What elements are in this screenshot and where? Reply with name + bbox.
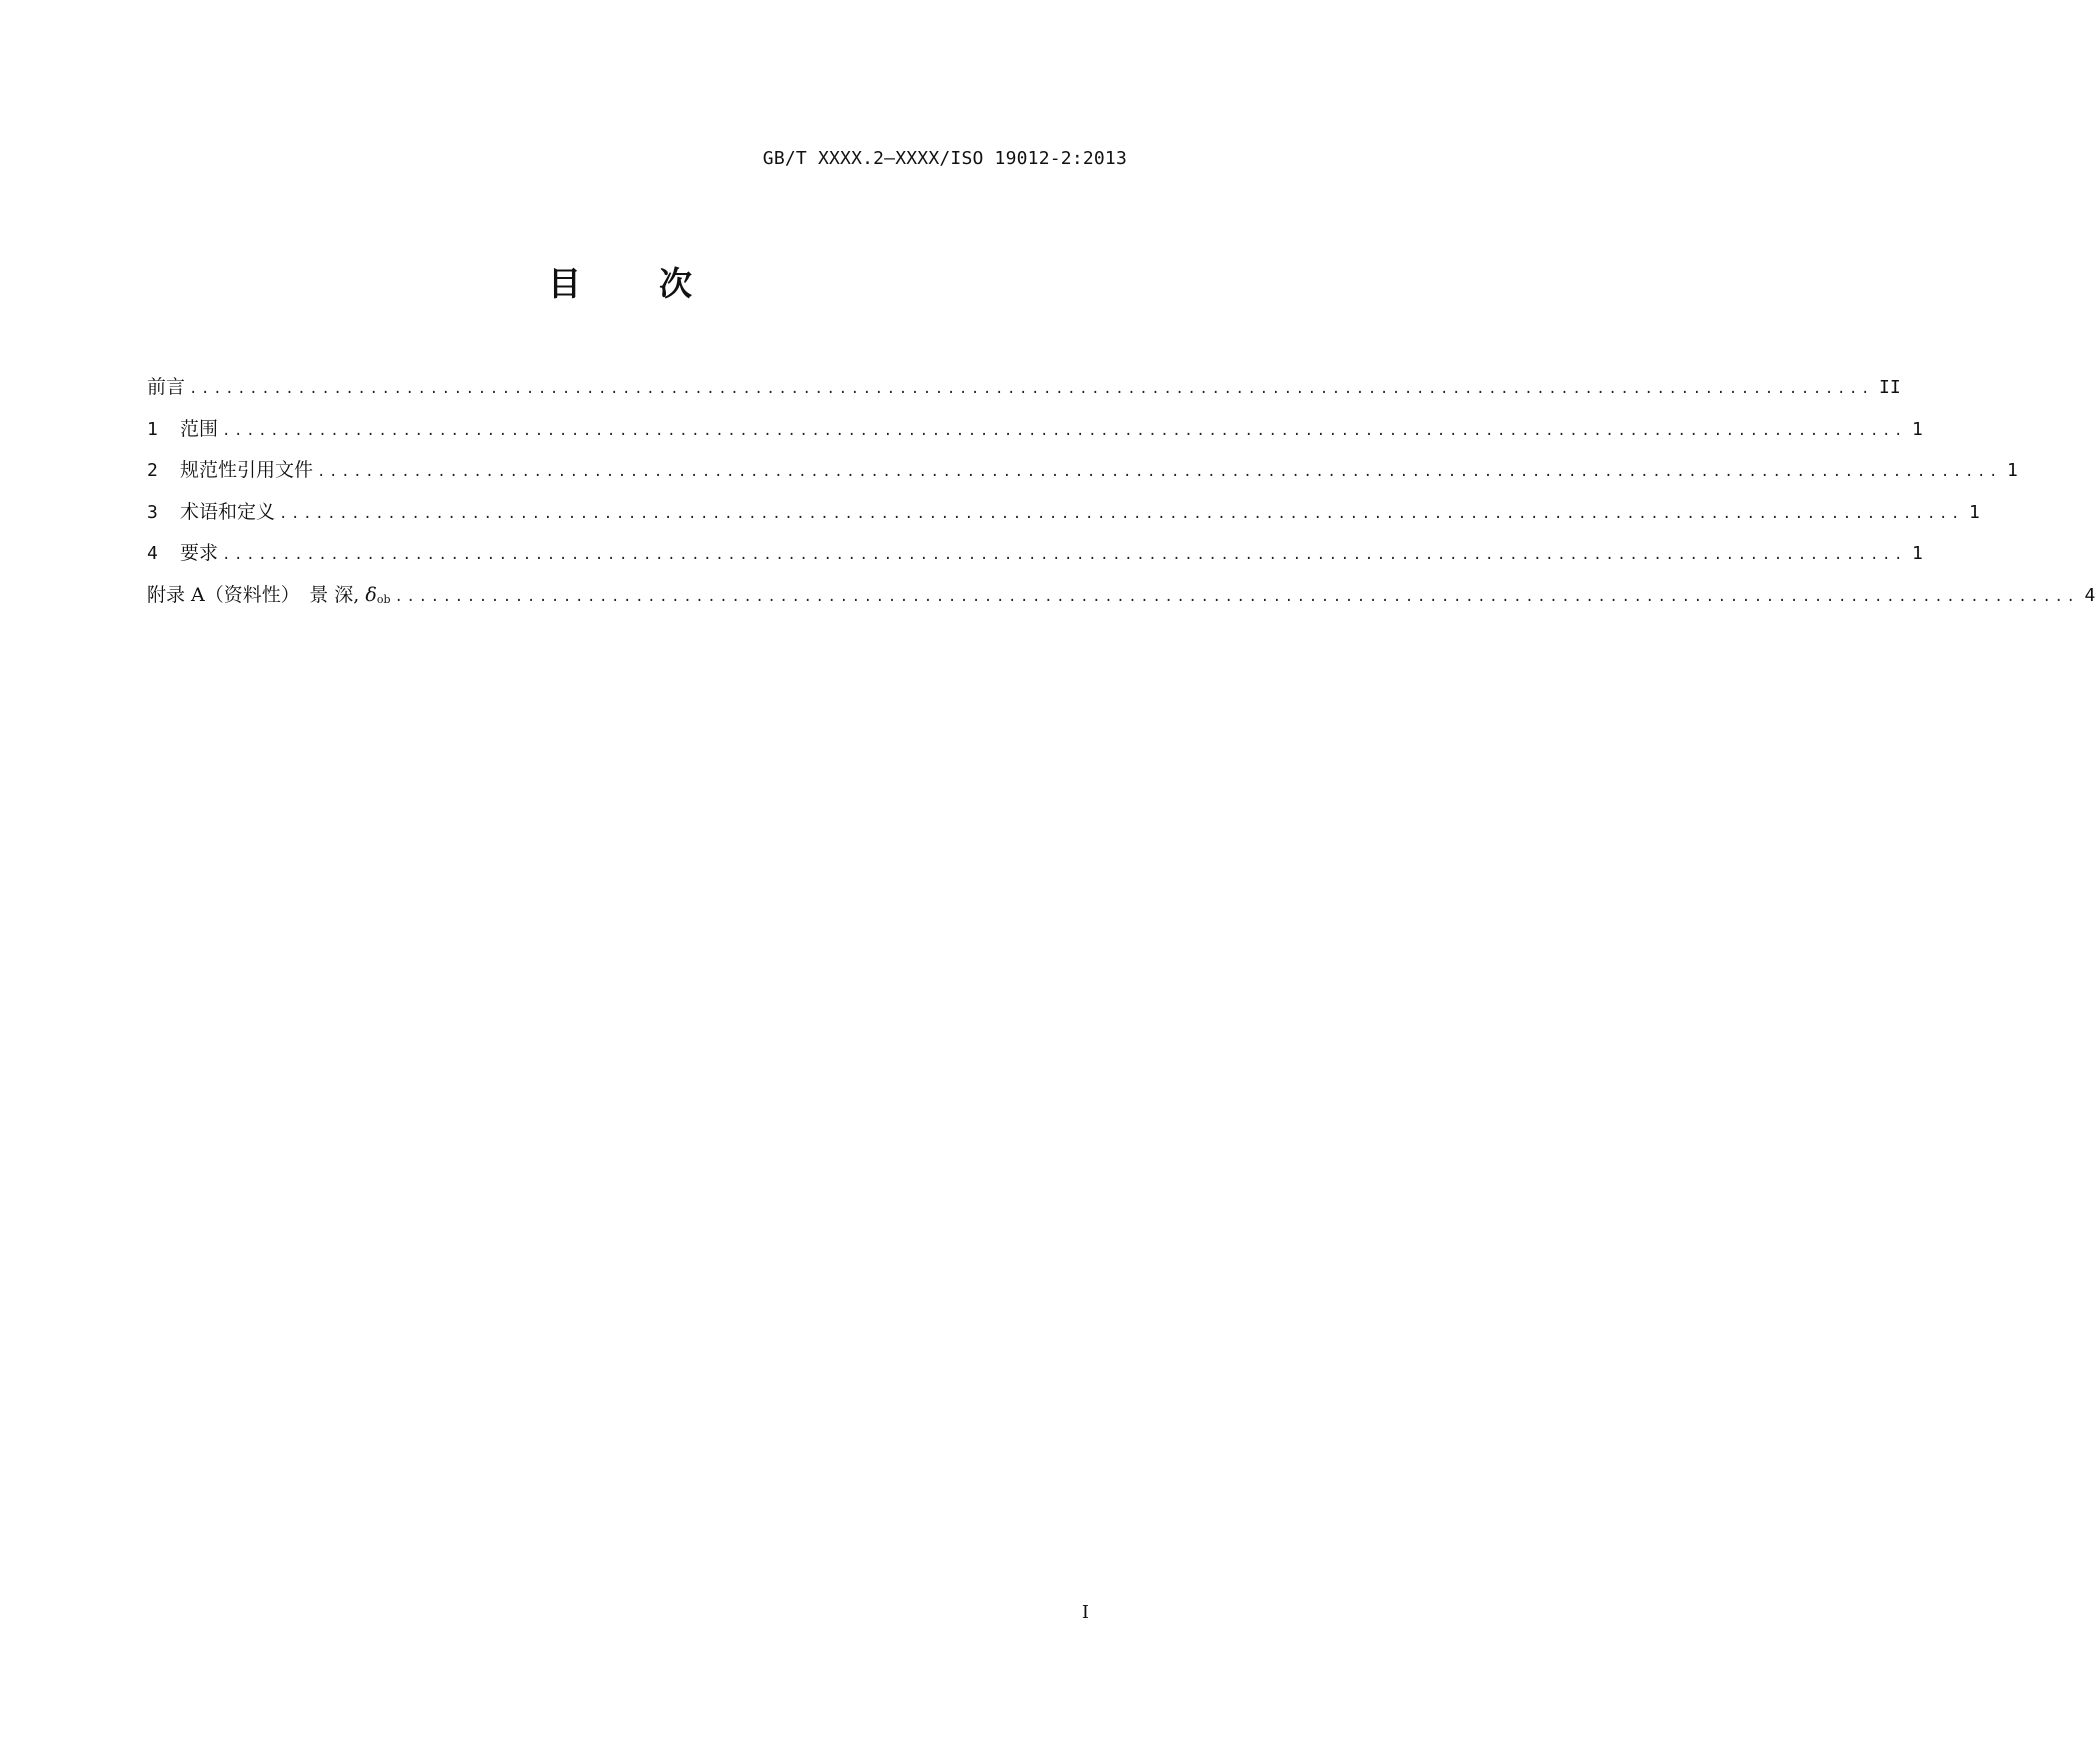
toc-entry-label-text: 附录 A（资料性） 景 深,: [147, 583, 360, 606]
toc-entry-page: II: [1879, 377, 1901, 398]
toc-entry-requirements[interactable]: [147, 538, 1923, 580]
toc-entry-page: 1: [1912, 543, 1923, 565]
toc-entry-number: 1: [147, 418, 158, 440]
delta-symbol: δ: [365, 583, 377, 606]
toc-entry-normative-references[interactable]: [147, 455, 2018, 497]
toc-entry-page: 4: [2084, 584, 2095, 606]
toc-entry-label: 规范性引用文件: [180, 459, 314, 482]
toc-entry-scope[interactable]: [147, 414, 1923, 456]
toc-entry-label: 术语和定义: [180, 500, 276, 523]
toc-entry-number: 3: [147, 501, 158, 523]
toc-entry-foreword[interactable]: [147, 372, 1901, 414]
toc-entry-page: 1: [2007, 460, 2018, 482]
toc-list: [147, 372, 2095, 622]
toc-leader-dots: ............................................................................................................................................: [279, 505, 1964, 522]
toc-entry-number: 2: [147, 460, 158, 482]
toc-entry-label: [147, 580, 391, 615]
toc-leader-dots: ............................................................................................................................................: [222, 422, 1907, 439]
toc-leader-dots: ............................................................................................................................................: [189, 381, 1874, 397]
toc-title-left: 目: [548, 264, 581, 303]
toc-entry-label: 范围: [180, 417, 219, 440]
page-number: I: [1081, 1602, 1089, 1623]
toc-entry-number: 4: [147, 543, 158, 565]
document-id: GB/T XXXX.2—XXXX/ISO 19012-2:2013: [762, 148, 1127, 169]
toc-leader-dots: ............................................................................................................................................: [222, 547, 1907, 564]
toc-entry-label: 要求: [180, 542, 219, 565]
toc-entry-terms-definitions[interactable]: [147, 497, 1980, 539]
toc-entry-annex-a[interactable]: [147, 580, 2095, 622]
toc-title: [0, 258, 1240, 305]
toc-title-right: 次: [659, 264, 692, 303]
delta-subscript: ob: [376, 592, 391, 606]
toc-entry-page: 1: [1912, 418, 1923, 440]
toc-leader-dots: ............................................................................................................................................: [317, 464, 2002, 481]
toc-entry-page: 1: [1969, 501, 1980, 523]
toc-entry-label: 前言: [147, 376, 186, 398]
toc-leader-dots: ............................................................................................................................................: [394, 588, 2079, 605]
